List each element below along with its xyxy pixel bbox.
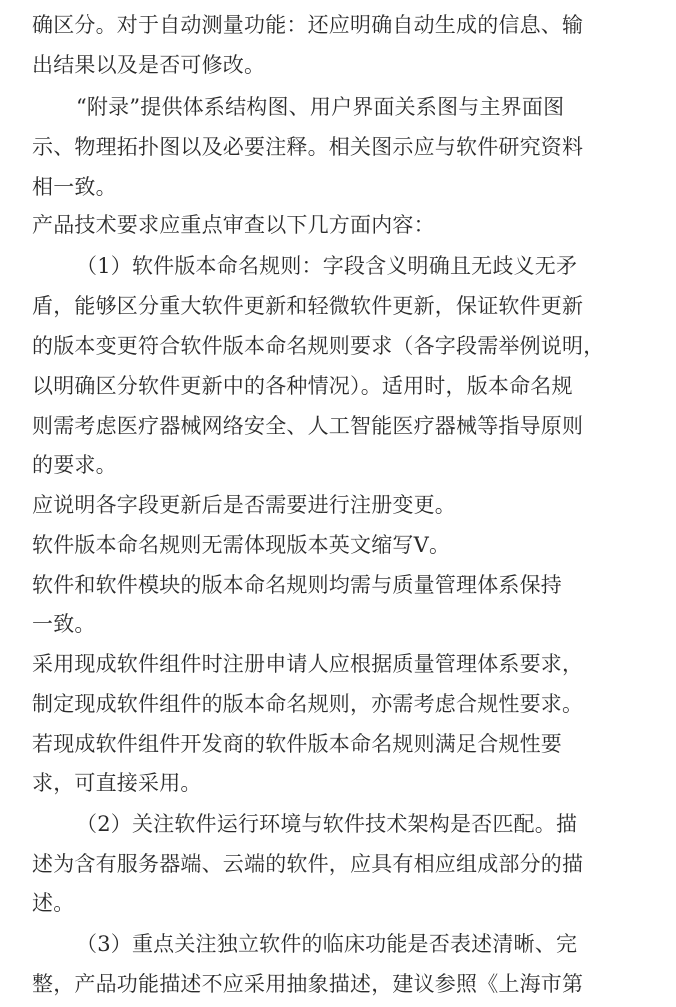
text-line: 则需考虑医疗器械网络安全、人工智能医疗器械等指导原则 — [32, 414, 584, 438]
text-line: 示、物理拓扑图以及必要注释。相关图示应与软件研究资料 — [32, 135, 584, 159]
text-line: 出结果以及是否可修改。 — [32, 53, 266, 77]
text-line: 述。 — [32, 891, 75, 915]
text-line: 软件版本命名规则无需体现版本英文缩写V。 — [32, 533, 451, 557]
text-line: 的版本变更符合软件版本命名规则要求（各字段需举例说明， — [32, 334, 605, 358]
text-line: 的要求。 — [32, 453, 117, 477]
text-line: 一致。 — [32, 612, 96, 636]
text-line: 述为含有服务器端、云端的软件，应具有相应组成部分的描 — [32, 852, 584, 876]
text-line: 以明确区分软件更新中的各种情况）。适用时，版本命名规 — [32, 374, 573, 398]
text-line: “附录”提供体系结构图、用户界面关系图与主界面图 — [76, 95, 565, 119]
text-line: 相一致。 — [32, 175, 117, 199]
text-line: 盾，能够区分重大软件更新和轻微软件更新，保证软件更新 — [32, 294, 584, 318]
text-line: 制定现成软件组件的版本命名规则，亦需考虑合规性要求。 — [32, 692, 584, 716]
text-line: 整，产品功能描述不应采用抽象描述，建议参照《上海市第 — [32, 972, 584, 996]
text-line: （2）关注软件运行环境与软件技术架构是否匹配。描 — [76, 812, 578, 836]
text-line: （3）重点关注独立软件的临床功能是否表述清晰、完 — [76, 932, 578, 956]
text-line: 若现成软件组件开发商的软件版本命名规则满足合规性要 — [32, 732, 562, 756]
text-line: （1）软件版本命名规则：字段含义明确且无歧义无矛 — [76, 254, 578, 278]
text-line: 软件和软件模块的版本命名规则均需与质量管理体系保持 — [32, 573, 562, 597]
text-line: 采用现成软件组件时注册申请人应根据质量管理体系要求， — [32, 652, 584, 676]
text-line: 求，可直接采用。 — [32, 771, 202, 795]
text-line: 确区分。对于自动测量功能：还应明确自动生成的信息、输 — [32, 13, 584, 37]
text-line: 应说明各字段更新后是否需要进行注册变更。 — [32, 493, 456, 517]
text-line: 产品技术要求应重点审查以下几方面内容： — [32, 213, 435, 237]
